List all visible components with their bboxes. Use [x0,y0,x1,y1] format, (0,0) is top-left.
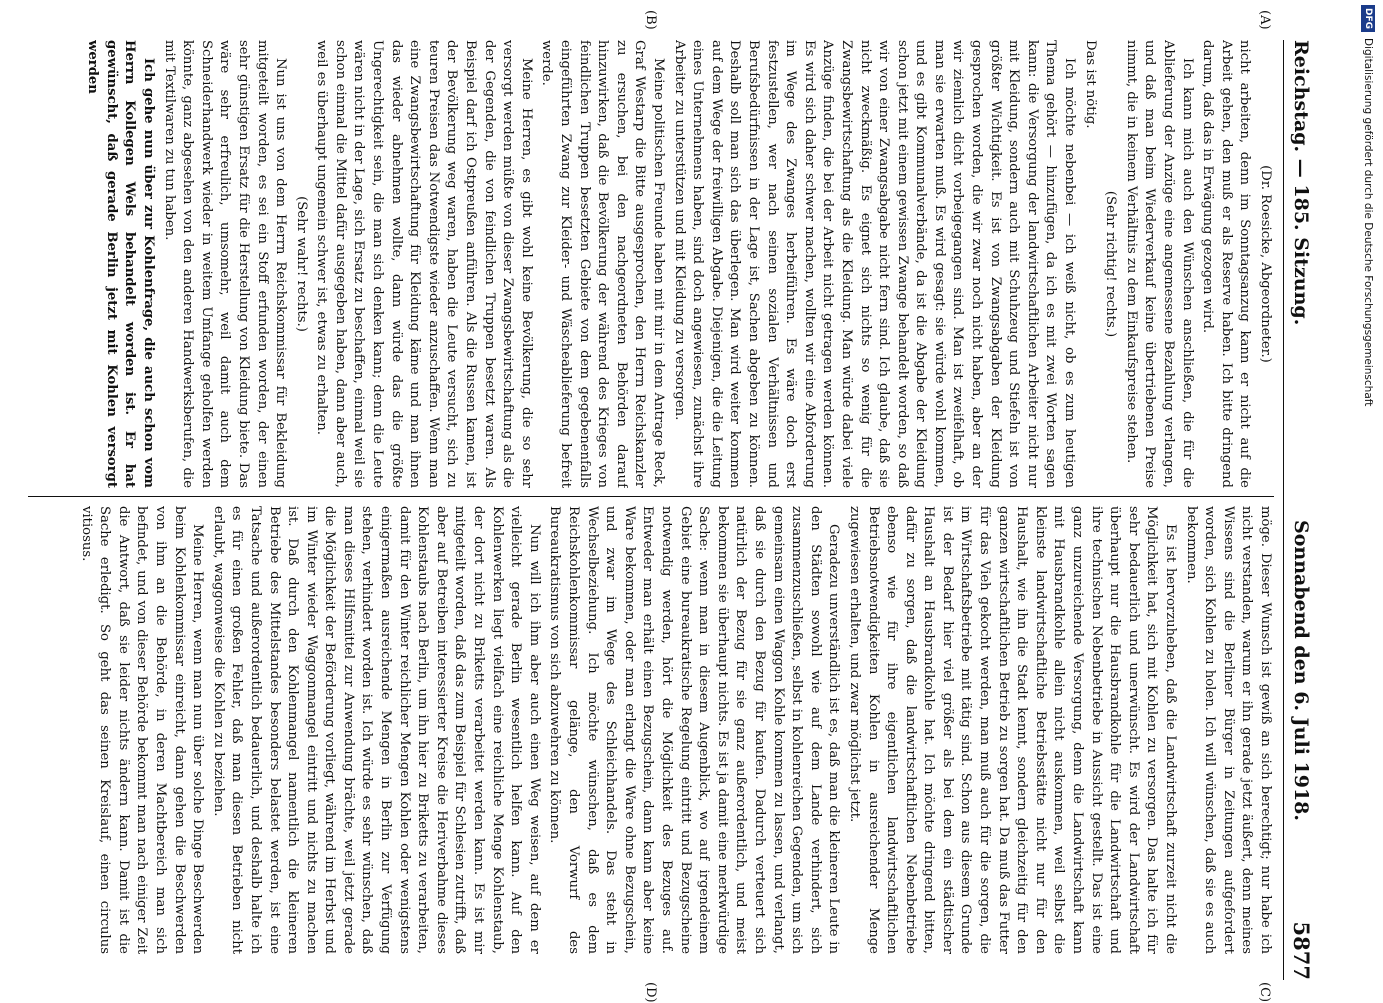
page-number: 5877 [1289,921,1314,980]
digitization-note [1357,5,1379,995]
paragraph: Meine Herren, es gibt wohl keine Bevölkerung, die so sehr versorgt werden müßte von dieser Zwangsbewirtschaftung als die der Gegenden, die von feindlichen Truppen besetzt waren. Als Beispiel darf ich Ostpreußen anführen. Als die Russen kamen, ist der Bevölkerung weg waren, haben die Leute versucht, sich zu teuren Preisen das Notwendigste wieder anzuschaffen. Wenn man eine Zwangsbewirtschaftung für Kleidung käme und man ihnen das wieder abnehmen wollte, dann würde das die größte Ungerechtigkeit sein, die man sich denken kann; denn die Leute wären nicht in der Lage, sich Ersatz zu beschaffen, einmal weil sie schon einmal die Mittel dafür ausgegeben haben, dann aber auch, weil es überhaupt ungemein schwer ist, etwas zu erhalten. [314,40,534,488]
paragraph: Nun will ich ihm aber auch einen Weg weisen, auf dem er vielleicht gerade Berlin wesentlich helfen kann. Auf den Kohlenwerken liegt vielfach eine reichliche Menge Kohlenstaub, der dort nicht zu Briketts verarbeitet werden kann. Es ist mir mitgeteilt worden, daß das zum Beispiel für Schlesien zutrifft, daß aber auf Betreiben interessierter Kreise die Heriverbahme dieses Kohlenstaubs nach Berlin, um ihn hier zu Briketts zu verarbeiten, damit für den Winter reichlicher Mengen Kohlen oder wenigstens einigermaßen ausreichende Mengen in Berlin zur Verfügung stehen, verhindert worden ist. Ich würde es sehr wünschen, daß man dieses Hilfsmittel zur Anwendung brächte, weil jetzt gerade die Möglichkeit der Beförderung vorliegt, während im Herbst und im Winter wieder Waggonmangel eintritt und nichts zu machen ist. Daß durch den Kohlenmangel namentlich die kleineren Betriebe des Mittelstandes besonders belastet werden, ist eine Tatsache und außerordentlich bedauerlich, und deshalb halte ich es für einen großen Fehler, daß man diesen Betrieben nicht erlaubt, waggonweise die Kohlen zu beziehen. [210,506,542,954]
paragraph: Ich möchte nebenbei — ich weiß nicht, ob es zum heutigen Thema gehört — hinzufügen, da ich es mit zwei Worten sagen kann: die Versorgung der landwirtschaftlichen Arbeiter nicht nur mit Kleidung, sondern auch mit Schuhzeug und Stiefeln ist von größter Wichtigkeit. Es ist von Zwangsabgaben der Kleidung gesprochen worden, die wir zwar noch nicht haben, aber an der wir ziemlich dicht vorbeigegangen sind. Man ist zweifelhaft, ob man sie erwarten muß. Es wird gesagt: sie würde wohl kommen, und es gibt Kommunalverbände, da ist die Abgabe der Kleidung schon jetzt mit einem gewissen Zwange behandelt worden, so daß wir von einer Zwangsabgabe nicht fern sind. Ich glaube, daß sie nicht zweckmäßig. Es eignet sich nichts so wenig für die Zwangsbewirtschaftung als die Kleidung. Man würde dabei viele Anzüge finden, die bei der Arbeit nicht getragen werden können. Es wird sich daher schwer machen, wollten wir eine Abforderung im Wege des Zwanges herbeiführen. Es wäre doch erst festzustellen, wer nach seinen sozialen Verhältnissen und Berufsbedürfnissen in der Lage ist, Sachen abgeben zu können. Deshalb soll man sich das überlegen. Man wird weiter kommen auf dem Wege der freiwilligen Abgabe. Diejenigen, die die Leitung eines Unternehmens haben, sind doch angewiesen, zunächst ihre Arbeiter zu unterstützen und mit Kleidung zu versorgen. [671,40,1078,488]
column-divider [28,496,1274,497]
paragraph: möge. Dieser Wunsch ist gewiß an sich berechtigt; nur habe ich nicht verstanden, warum er ihn gerade jetzt äußert, denn meines Wissens sind die Berliner Bürger in Zeitungen aufgefordert worden, sich Kohlen zu holen. Ich will wünschen, daß sie es auch bekommen. [1183,506,1273,954]
left-column [22,40,1274,488]
right-column [22,506,1274,954]
header-left: Reichstag. — 185. Sitzung. [1290,40,1312,326]
paragraph: Das ist nötig. [1082,40,1098,129]
margin-mark-a: (A) [1257,10,1272,30]
margin-mark-d: (D) [643,982,658,1003]
interjection: (Sehr wahr! rechts.) [293,196,309,332]
interjection: (Sehr richtig! rechts.) [1103,190,1119,338]
paragraph: Es ist hervorzuheben, daß die Landwirtschaft zurzeit nicht die Möglichkeit hat, sich mit Kohlen zu versorgen. Das halte ich für sehr bedauerlich und unerwünscht. Es wird der Landwirtschaft überhaupt nur die Hausbrandkohle für die Landwirtschaft und ihre technischen Nebenbetriebe in Aussicht gestellt. Das ist eine ganz unzureichende Versorgung, denn die Landwirtschaft kann mit Hausbrandkohle allein nicht auskommen, weil selbst die kleinste landwirtschaftliche Betriebsstätte nicht nur für den Haushalt, wie ihn die Stadt kennt, sondern gleichzeitig für den ganzen wirtschaftlichen Betrieb zu sorgen hat. Da muß das Futter für das Vieh gekocht werden, man muß auch für die sorgen, die im Wirtschaftsbetriebe mit tätig sind. Schon aus diesem Grunde ist der Bedarf hier viel größer als bei dem ein städtischer Haushalt an Hausbrandkohle hat. Ich möchte dringend bitten, dafür zu sorgen, daß die landwirtschaftlichen Nebenbetriebe ebenso wie für ihre eigentlichen landwirtschaftlichen Betriebsnotwendigkeiten Kohlen in ausreichender Menge zugewiesen erhalten, und zwar möglichst jetzt. [846,506,1179,954]
paragraph: nicht arbeiten, denn im Sonntagsanzug kann er nicht auf die Arbeit gehen, den muß er als Reserve haben. Ich bitte dringend darum, daß das in Erwägung gezogen wird. [1200,40,1253,488]
page-header [1283,40,1318,980]
paragraph: Ich kann mich auch den Wünschen anschließen, die für die Ablieferung der Anzüge eine angemessene Bezahlung verlangen, und daß man beim Wiederverkauf keine übertriebenen Preise nimmt, die in keinem Verhältnis zu dem Einkaufspreise stehen. [1123,40,1195,488]
document-page [18,10,1318,1003]
speaker-line: (Dr. Roesicke, Abgeordneter.) [1258,165,1273,363]
paragraph: Nun ist uns von dem Herrn Reichskommissar für Bekleidung mitgeteilt worden, es sei ein Stoff erfunden worden, der einen sehr günstigen Ersatz für die Herstellung von Kleidung biete. Das wäre sehr erfreulich, umsomehr, weil damit auch dem Schneiderhandwerk wieder in weitem Umfange geholfen werden könnte, ganz abgesehen von den anderen Handwerksberufen, die mit Textilwaren zu tun haben. [161,40,289,488]
header-center: Sonnabend den 6. Juli 1918. [1290,520,1312,822]
digitization-text: Digitalisierung gefördert durch die Deutsche Forschungsgemeinschaft [1362,38,1374,407]
paragraph: Ich gehe nun über zur Kohlenfrage, die auch schon vom Herrn Kollegen Wels behandelt worden ist. Er hat gewünscht, daß gerade Berlin jetzt mit Kohlen versorgt werden [85,40,156,488]
dfg-logo: DFG [1361,5,1375,32]
paragraph: Meine politischen Freunde haben mit mir in dem Antrage Reck, Graf Westarp die Bitte ausgesprochen, den Herrn Reichskanzler zu ersuchen, bei den nachgeordneten Behörden darauf hinzuwirken, daß die Bevölkerung der während des Krieges von feindlichen Truppen besetzten Gebiete von dem gegebenenfalls eingeführten Zwang zur Kleider- und Wäscheablieferung befreit werde. [539,40,666,488]
margin-mark-b: (B) [643,10,658,30]
paragraph: Meine Herren, wenn man nun über solche Dinge Beschwerden beim Kohlenkommissar einreicht, dann gehen die Beschwerden von ihm an die Behörde, in deren Machtbereich man sich befindet, und von dieser Behörde bekommt man nach einiger Zeit die Antwort, daß sie leider nichts ändern kann. Damit ist die Sache erledigt. So geht das seinen Kreislauf, einen circulus vitiosus. [78,506,206,954]
margin-mark-c: (C) [1257,982,1272,1003]
paragraph: Geradezu unverständlich ist es, daß man die kleineren Leute in den Städten sowohl wie auf dem Lande verhindert, sich zusammenzuschließen, selbst in kohlenreichen Gegenden, um sich gemeinsam einen Waggon Kohle kommen zu lassen, und verlangt, daß sie durch den Bezug für kaufen. Dadurch verteuert sich natürlich der Bezug für sie ganz außerordentlich, und meist bekommen sie überhaupt nichts. Es ist ja damit eine merkwürdige Sache: wenn man in diesem Augenblick, wo auf irgendeinem Gebiet eine bureaukratische Regelung eintritt und Bezugscheine notwendig werden, hört die Möglichkeit des Bezuges auf. Entweder man erhält einen Bezugschein, dann kann aber keine Ware bekommen, oder man erlangt die Ware ohne Bezugschein, und zwar im Wege des Schleichhandels. Das steht in Wechselbeziehung. Ich möchte wünschen, daß es dem Reichskohlenkommissar gelänge, den Vorwurf des Bureaukratismus von sich abzuwehren zu können. [547,506,842,954]
